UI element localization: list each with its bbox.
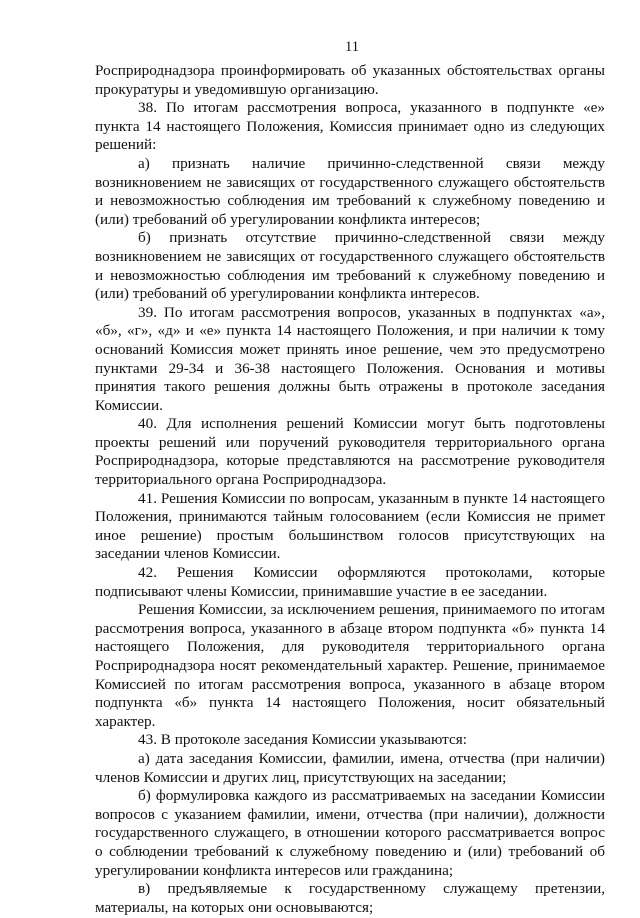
paragraph-continuation: Росприроднадзора проинформировать об указанных обстоятельствах органы прокуратуры и уведомившую организацию.	[95, 62, 605, 98]
paragraph-38-a: а) признать наличие причинно-следственной связи между возникновением не зависящих от государственного служащего обстоятельств и невозможностью соблюдения им требований к служебному поведению и (или) требований об урегулировании конфликта интересов;	[95, 154, 605, 228]
paragraph-43-b: б) формулировка каждого из рассматриваемых на заседании Комиссии вопросов с указанием фамилии, имени, отчества (при наличии), должности государственного служащего, в отношении которого рассматривается вопрос о соблюдении требований к служебному поведению и (или) требований об урегулировании конфликта интересов или гражданина;	[95, 787, 605, 879]
paragraph-40: 40. Для исполнения решений Комиссии могут быть подготовлены проекты решений или поручений руководителя территориального органа Росприроднадзора, которые представляются на рассмотрение руководителя территориального органа Росприроднадзора.	[95, 415, 605, 489]
paragraph-42-continued: Решения Комиссии, за исключением решения, принимаемого по итогам рассмотрения вопроса, указанного в абзаце втором подпункта «б» пункта 14 настоящего Положения, для руководителя территориального органа Росприроднадзора носят рекомендательный характер. Решение, принимаемое Комиссией по итогам рассмотрения вопроса, указанного в абзаце втором подпункта «б» пункта 14 настоящего Положения, носит обязательный характер.	[95, 601, 605, 730]
paragraph-43-v: в) предъявляемые к государственному служащему претензии, материалы, на которых они основываются;	[95, 880, 605, 916]
paragraph-42: 42. Решения Комиссии оформляются протоколами, которые подписывают члены Комиссии, принимавшие участие в ее заседании.	[95, 564, 605, 600]
paragraph-43-a: а) дата заседания Комиссии, фамилии, имена, отчества (при наличии) членов Комиссии и других лиц, присутствующих на заседании;	[95, 749, 605, 786]
page-number: 11	[345, 39, 359, 55]
paragraph-39: 39. По итогам рассмотрения вопросов, указанных в подпунктах «а», «б», «г», «д» и «е» пункта 14 настоящего Положения, и при наличии к тому оснований Комиссия может принять иное решение, чем это предусмотрено пунктами 29-34 и 36-38 настоящего Положения. Основания и мотивы принятия такого решения должны быть отражены в протоколе заседания Комиссии.	[95, 303, 605, 414]
paragraph-41: 41. Решения Комиссии по вопросам, указанным в пункте 14 настоящего Положения, принимаются тайным голосованием (если Комиссия не примет иное решение) простым большинством голосов присутствующих на заседании членов Комиссии.	[95, 489, 605, 563]
paragraph-38-b: б) признать отсутствие причинно-следственной связи между возникновением не зависящих от государственного служащего обстоятельств и невозможностью соблюдения им требований к служебному поведению и (или) требований об урегулировании конфликта интересов.	[95, 229, 605, 303]
paragraph-43: 43. В протоколе заседания Комиссии указываются:	[138, 731, 467, 749]
paragraph-38: 38. По итогам рассмотрения вопроса, указанного в подпункте «е» пункта 14 настоящего Положения, Комиссия принимает одно из следующих решений:	[95, 99, 605, 154]
